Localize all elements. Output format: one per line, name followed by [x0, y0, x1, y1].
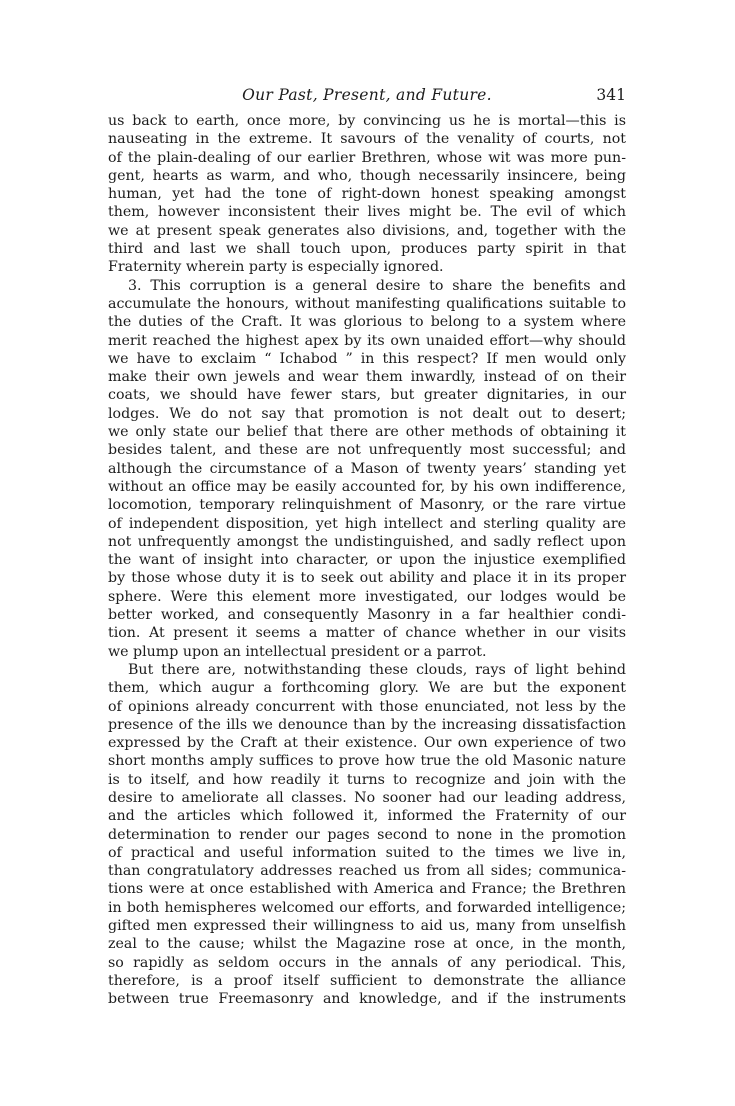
text-line: of opinions already concurrent with those enunciated, not less by the [108, 698, 626, 715]
text-line: the duties of the Craft. It was glorious to belong to a system where [108, 314, 626, 331]
text-line: of practical and useful information suited to the times we live in, [108, 844, 626, 861]
text-line: we have to exclaim “ Ichabod ” in this respect? If men would only [108, 350, 626, 367]
text-line: Fraternity wherein party is especially ignored. [108, 259, 444, 276]
text-line: tion. At present it seems a matter of chance whether in our visits [108, 625, 626, 642]
text-line: expressed by the Craft at their existence. Our own experience of two [108, 735, 626, 752]
text-line: them, which augur a forthcoming glory. We are but the exponent [108, 680, 626, 697]
text-line: But there are, notwithstanding these clouds, rays of light behind [128, 661, 626, 678]
text-line: zeal to the cause; whilst the Magazine rose at once, in the month, [108, 936, 626, 953]
text-line: not unfrequently amongst the undistinguished, and sadly reflect upon [108, 533, 626, 550]
text-line: in both hemispheres welcomed our efforts, and forwarded intelligence; [108, 899, 626, 916]
text-line: them, however inconsistent their lives might be. The evil of which [108, 204, 626, 221]
text-line: make their own jewels and wear them inwardly, instead of on their [108, 369, 626, 386]
text-line: we at present speak generates also divisions, and, together with the [108, 222, 626, 239]
text-line: without an office may be easily accounted for, by his own indifference, [108, 478, 626, 495]
text-line: accumulate the honours, without manifesting qualifications suitable to [108, 295, 626, 312]
text-line: the want of insight into character, or upon the injustice exemplified [108, 552, 626, 569]
text-line: is to itself, and how readily it turns to recognize and join with the [108, 771, 626, 788]
text-line: of independent disposition, yet high intellect and sterling quality are [108, 515, 626, 532]
paragraph [108, 661, 626, 1009]
text-line: better worked, and consequently Masonry in a far healthier condi- [108, 607, 626, 624]
text-line: of the plain-dealing of our earlier Brethren, whose wit was more pun- [108, 149, 626, 166]
paragraph [108, 277, 626, 661]
body-text [108, 112, 626, 1009]
text-line: third and last we shall touch upon, produces party spirit in that [108, 241, 626, 258]
text-line: merit reached the highest apex by its own unaided effort—why should [108, 332, 626, 349]
text-line: determination to render our pages second to none in the promotion [108, 826, 626, 843]
text-line: and the articles which followed it, informed the Fraternity of our [108, 808, 626, 825]
text-line: coats, we should have fewer stars, but greater dignitaries, in our [108, 387, 626, 404]
text-line: by those whose duty it is to seek out ability and place it in its proper [108, 570, 626, 587]
running-head [108, 86, 626, 112]
text-line: us back to earth, once more, by convincing us he is mortal—this is [108, 113, 626, 129]
page [108, 86, 626, 1009]
text-line: therefore, is a proof itself sufficient to demonstrate the alliance [108, 972, 626, 989]
text-line: tions were at once established with America and France; the Brethren [108, 881, 626, 898]
text-line: sphere. Were this element more investigated, our lodges would be [108, 588, 626, 605]
text-line: although the circumstance of a Mason of twenty years’ standing yet [108, 460, 626, 477]
page-number: 341 [596, 86, 626, 104]
paragraph [108, 112, 626, 277]
text-line: presence of the ills we denounce than by the increasing dissatisfaction [108, 716, 626, 733]
text-line: short months amply suffices to prove how true the old Masonic nature [108, 753, 626, 770]
text-line: 3. This corruption is a general desire to share the benefits and [128, 277, 626, 294]
text-line: human, yet had the tone of right-down honest speaking amongst [108, 186, 626, 203]
text-line: lodges. We do not say that promotion is not dealt out to desert; [108, 405, 626, 422]
running-title: Our Past, Present, and Future. [242, 86, 492, 104]
text-line: gifted men expressed their willingness to aid us, many from unselfish [108, 918, 626, 935]
text-line: so rapidly as seldom occurs in the annals of any periodical. This, [108, 954, 626, 971]
text-line: nauseating in the extreme. It savours of the venality of courts, not [108, 131, 626, 148]
text-line: desire to ameliorate all classes. No sooner had our leading address, [108, 789, 626, 806]
text-line: gent, hearts as warm, and who, though necessarily insincere, being [108, 167, 626, 184]
text-line: we plump upon an intellectual president or a parrot. [108, 643, 487, 660]
text-line: than congratulatory addresses reached us from all sides; communica- [108, 863, 626, 880]
text-line: besides talent, and these are not unfrequently most successful; and [108, 442, 626, 459]
text-line: we only state our belief that there are other methods of obtaining it [108, 424, 626, 441]
text-line: between true Freemasonry and knowledge, and if the instruments [108, 991, 626, 1008]
text-line: locomotion, temporary relinquishment of Masonry, or the rare virtue [108, 497, 626, 514]
